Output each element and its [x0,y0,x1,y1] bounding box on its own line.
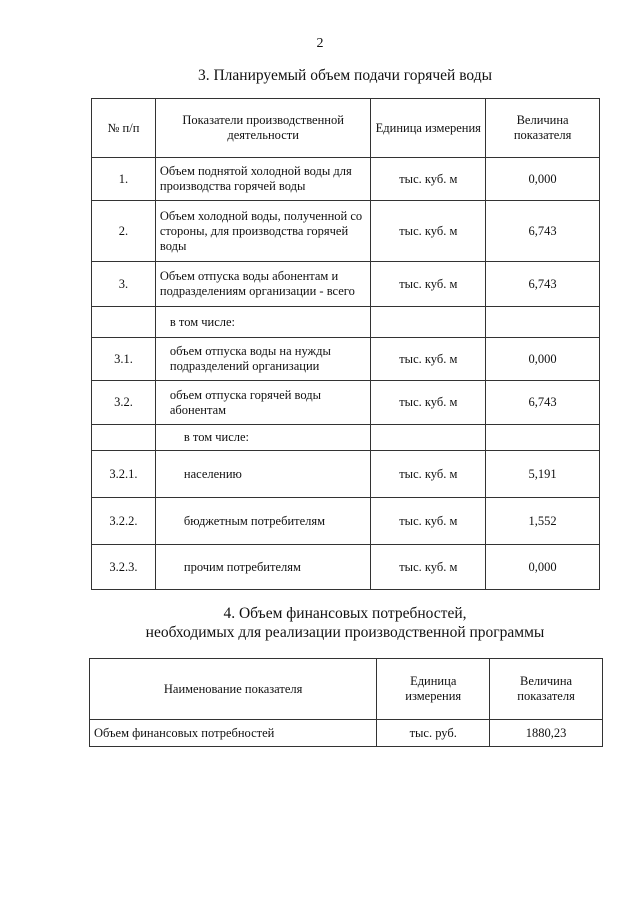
table-header-row [90,659,603,720]
row-label: Объем поднятой холодной воды для производства горячей воды [155,158,371,201]
row-label: бюджетным потребителям [155,498,371,545]
row-number: 3.2.3. [92,545,156,590]
row-label: объем отпуска воды на нужды подразделений организации [155,338,371,381]
row-value [486,425,600,451]
section-4-title-line2: необходимых для реализации производственной программы [145,624,545,641]
table-row [92,262,600,307]
table-row [92,201,600,262]
page-number: 2 [316,36,324,51]
row-value: 6,743 [486,381,600,425]
row-label: Объем холодной воды, полученной со стороны, для производства горячей воды [155,201,371,262]
row-number: 3.2.2. [92,498,156,545]
header-unit: Единица измерения [377,659,490,720]
header-value: Величина показателя [490,659,603,720]
row-value: 1880,23 [490,720,603,747]
row-number: 3. [92,262,156,307]
row-label: в том числе: [155,425,371,451]
table-row [92,498,600,545]
header-number: № п/п [92,99,156,158]
row-unit: тыс. куб. м [371,262,486,307]
row-unit: тыс. куб. м [371,381,486,425]
table-row [92,425,600,451]
table-row [90,720,603,747]
row-value [486,307,600,338]
row-number [92,425,156,451]
row-unit: тыс. куб. м [371,158,486,201]
row-number: 2. [92,201,156,262]
row-value: 0,000 [486,545,600,590]
header-unit: Единица измерения [371,99,486,158]
row-label: объем отпуска горячей воды абонентам [155,381,371,425]
table-row [92,158,600,201]
row-label: Объем финансовых потребностей [90,720,377,747]
row-number: 3.1. [92,338,156,381]
row-value: 6,743 [486,262,600,307]
row-value: 5,191 [486,451,600,498]
row-label: прочим потребителям [155,545,371,590]
row-unit: тыс. куб. м [371,201,486,262]
row-unit [371,425,486,451]
row-label: в том числе: [155,307,371,338]
row-unit [371,307,486,338]
financial-needs-table [89,658,603,747]
section-3-title: 3. Планируемый объем подачи горячей воды [197,67,493,84]
section-4-title-line1: 4. Объем финансовых потребностей, [223,605,467,622]
row-number: 1. [92,158,156,201]
row-number: 3.2.1. [92,451,156,498]
table-row [92,338,600,381]
row-number [92,307,156,338]
row-unit: тыс. куб. м [371,451,486,498]
row-label: населению [155,451,371,498]
row-value: 1,552 [486,498,600,545]
row-value: 6,743 [486,201,600,262]
section-4-title [0,604,640,642]
row-number: 3.2. [92,381,156,425]
row-unit: тыс. куб. м [371,498,486,545]
row-unit: тыс. куб. м [371,545,486,590]
row-label: Объем отпуска воды абонентам и подразделениям организации - всего [155,262,371,307]
table-row [92,307,600,338]
hot-water-supply-table [91,98,600,590]
header-value: Величина показателя [486,99,600,158]
table-row [92,545,600,590]
table-header-row [92,99,600,158]
header-name: Наименование показателя [90,659,377,720]
table-row [92,451,600,498]
row-value: 0,000 [486,158,600,201]
row-value: 0,000 [486,338,600,381]
table-row [92,381,600,425]
header-indicator: Показатели производственной деятельности [155,99,371,158]
row-unit: тыс. куб. м [371,338,486,381]
row-unit: тыс. руб. [377,720,490,747]
